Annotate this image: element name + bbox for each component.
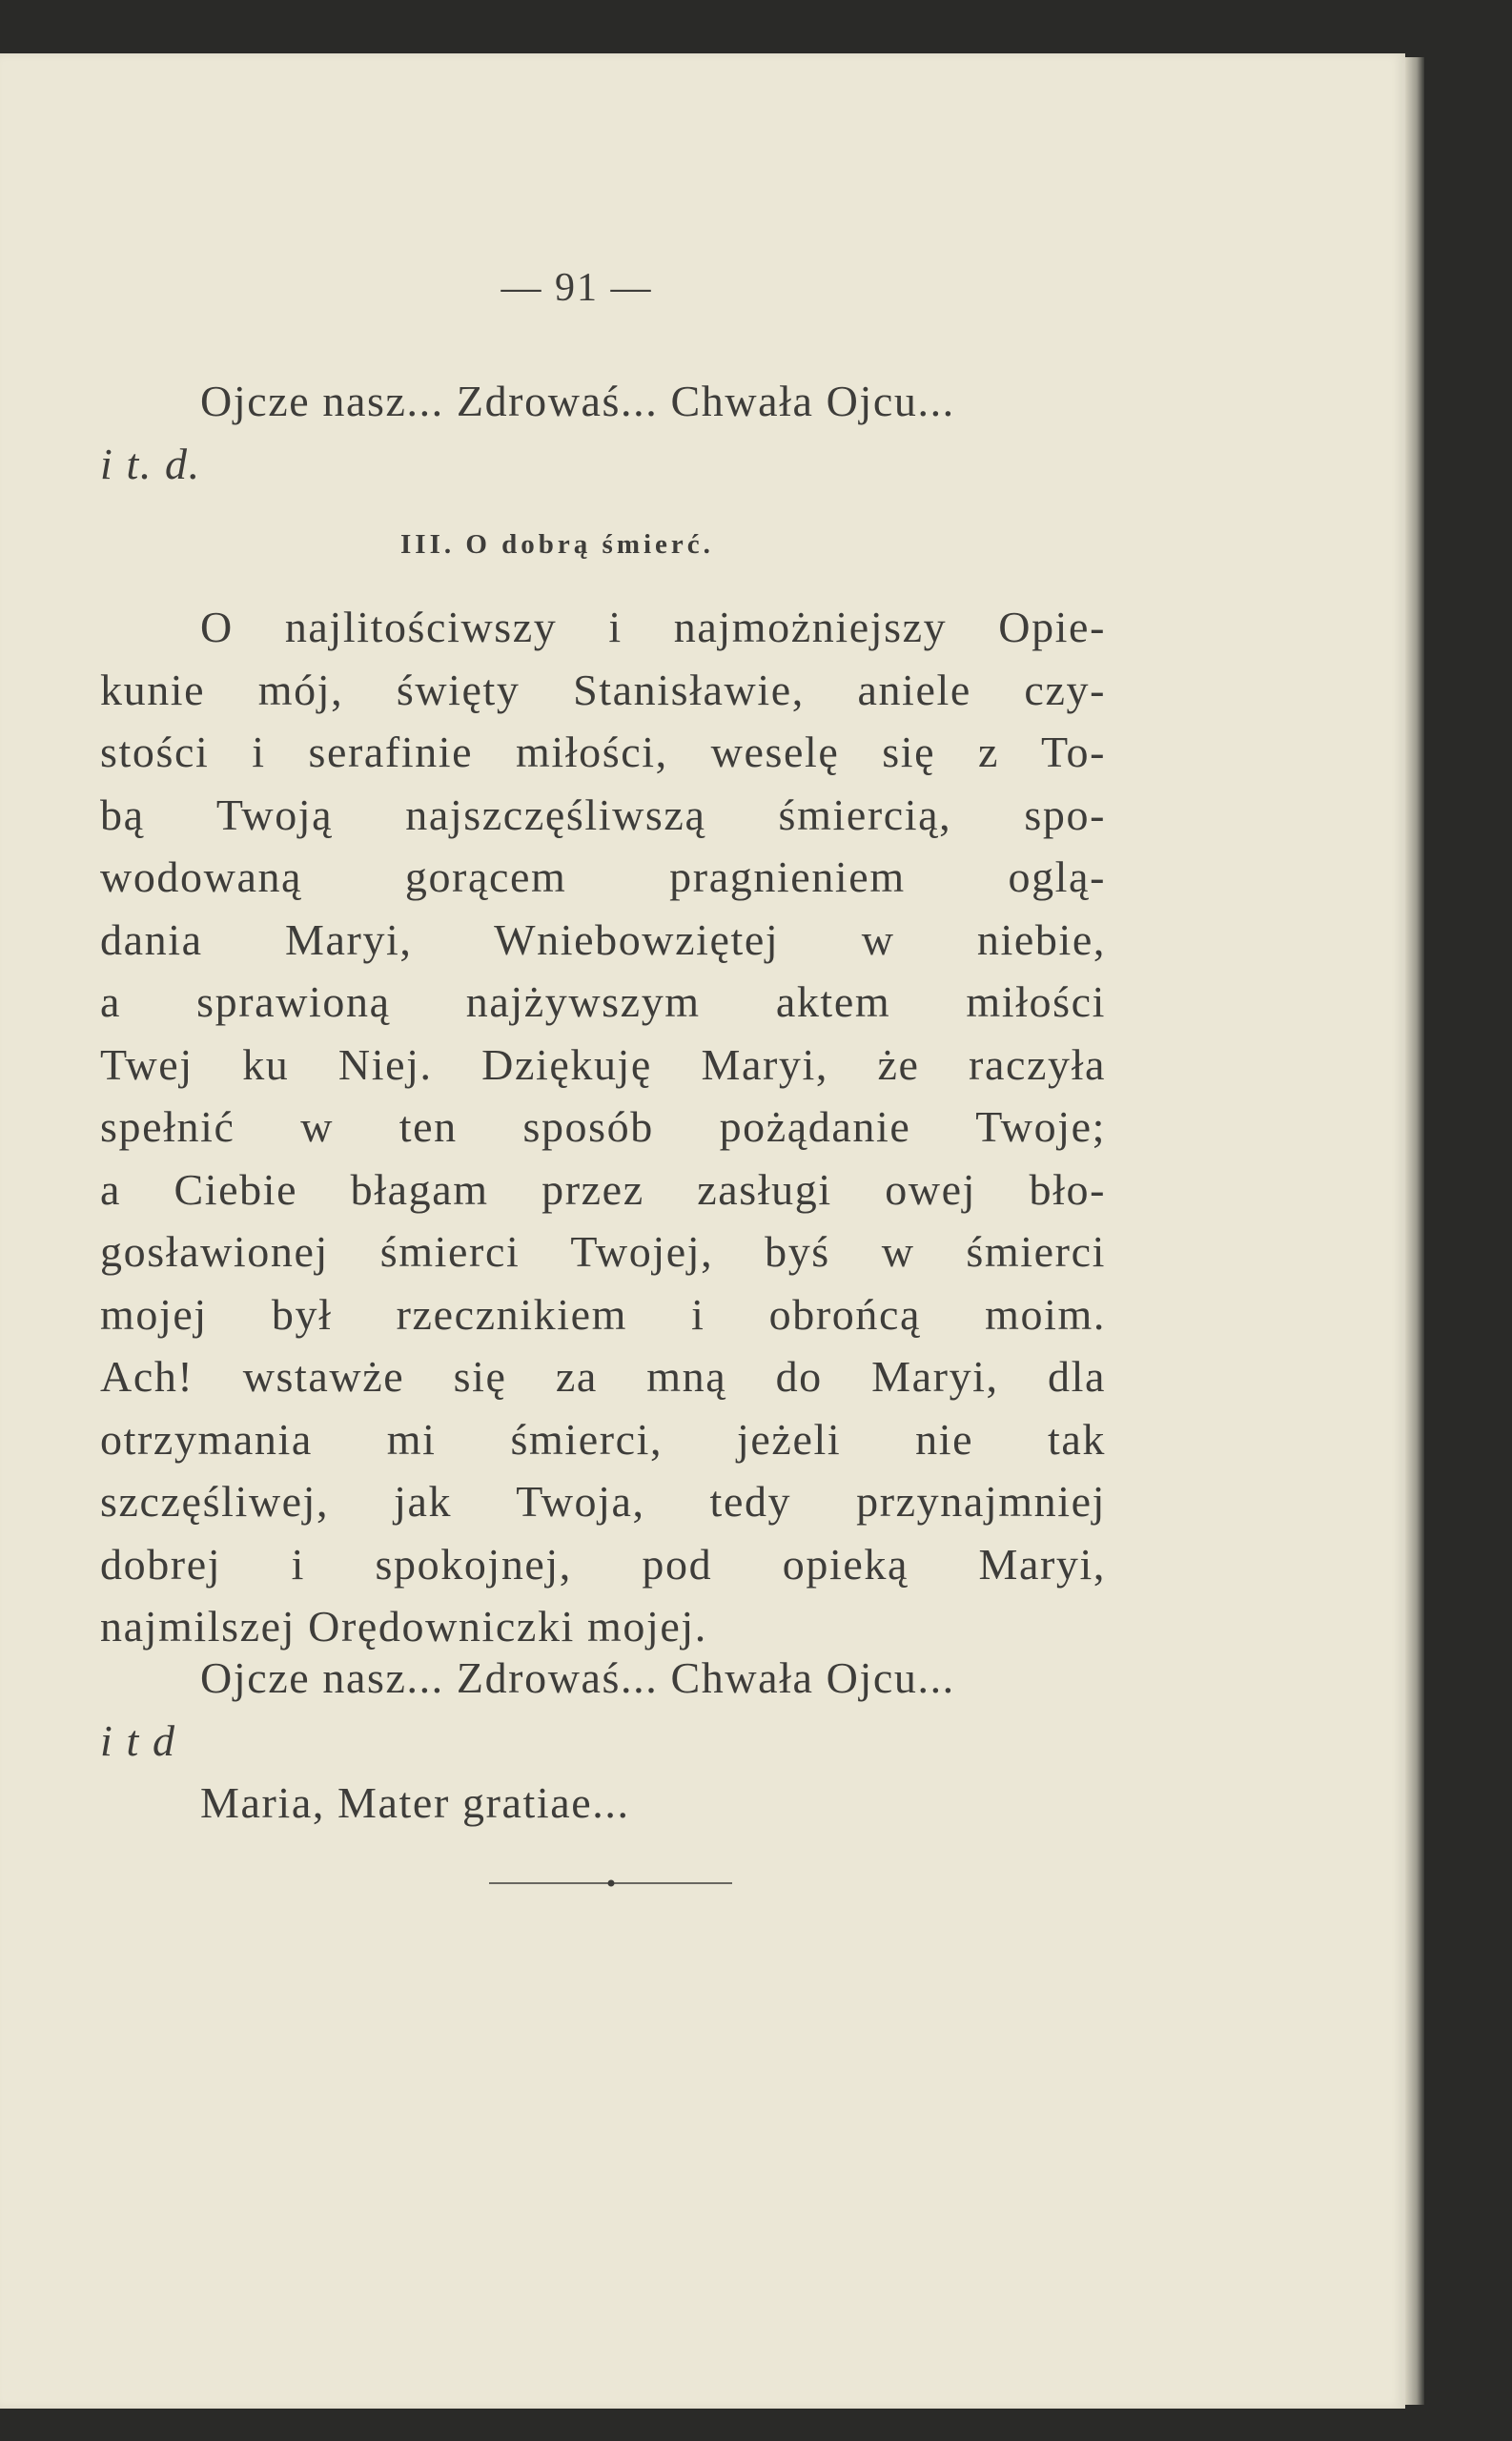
prayer-line: Maria, Mater gratiae... <box>200 1778 630 1827</box>
end-ornament <box>489 1878 732 1888</box>
paragraph-line: a sprawioną najżywszym aktem miłości <box>100 977 1106 1026</box>
paragraph-line: wodowaną gorącem pragnieniem oglą- <box>100 852 1106 901</box>
paragraph-line: kunie mój, święty Stanisławie, aniele czy- <box>100 665 1106 714</box>
page-edge <box>1405 57 1424 2405</box>
paragraph-line: mojej był rzecznikiem i obrońcą moim. <box>100 1289 1106 1339</box>
prayer-etc: i t. d. <box>100 439 201 488</box>
section-heading: III. O dobrą śmierć. <box>400 529 714 560</box>
paragraph-line: bą Twoją najszczęśliwszą śmiercią, spo- <box>100 790 1106 839</box>
paragraph-line: Ach! wstawże się za mną do Maryi, dla <box>100 1352 1106 1401</box>
paragraph-line: O najlitościwszy i najmożniejszy Opie- <box>200 603 1106 651</box>
paragraph-line: spełnić w ten sposób pożądanie Twoje; <box>100 1102 1106 1151</box>
page-number: — 91 — <box>501 266 653 310</box>
prayer-line: Ojcze nasz... Zdrowaś... Chwała Ojcu... <box>200 1653 955 1702</box>
paragraph-line: dania Maryi, Wniebowziętej w niebie, <box>100 914 1106 964</box>
prayer-paragraph <box>100 596 1106 1658</box>
prayer-line: Ojcze nasz... Zdrowaś... Chwała Ojcu... <box>200 377 955 425</box>
paragraph-line: otrzymania mi śmierci, jeżeli nie tak <box>100 1414 1106 1464</box>
paragraph-line: a Ciebie błagam przez zasługi owej bło- <box>100 1164 1106 1214</box>
paragraph-line: dobrej i spokojnej, pod opieką Maryi, <box>100 1539 1106 1589</box>
paragraph-line: szczęśliwej, jak Twoja, tedy przynajmniej <box>100 1477 1106 1526</box>
paragraph-line: Twej ku Niej. Dziękuję Maryi, że raczyła <box>100 1039 1106 1089</box>
paragraph-line: gosławionej śmierci Twojej, byś w śmierci <box>100 1227 1106 1276</box>
prayer-etc: i t d <box>100 1715 176 1765</box>
paragraph-last-line: najmilszej Orędowniczki mojej. <box>100 1602 707 1651</box>
paragraph-line: stości i serafinie miłości, weselę się z To- <box>100 728 1106 776</box>
closing-prayer <box>100 1647 1106 1835</box>
ornament-dot <box>608 1880 615 1887</box>
opening-prayer <box>100 370 1106 495</box>
